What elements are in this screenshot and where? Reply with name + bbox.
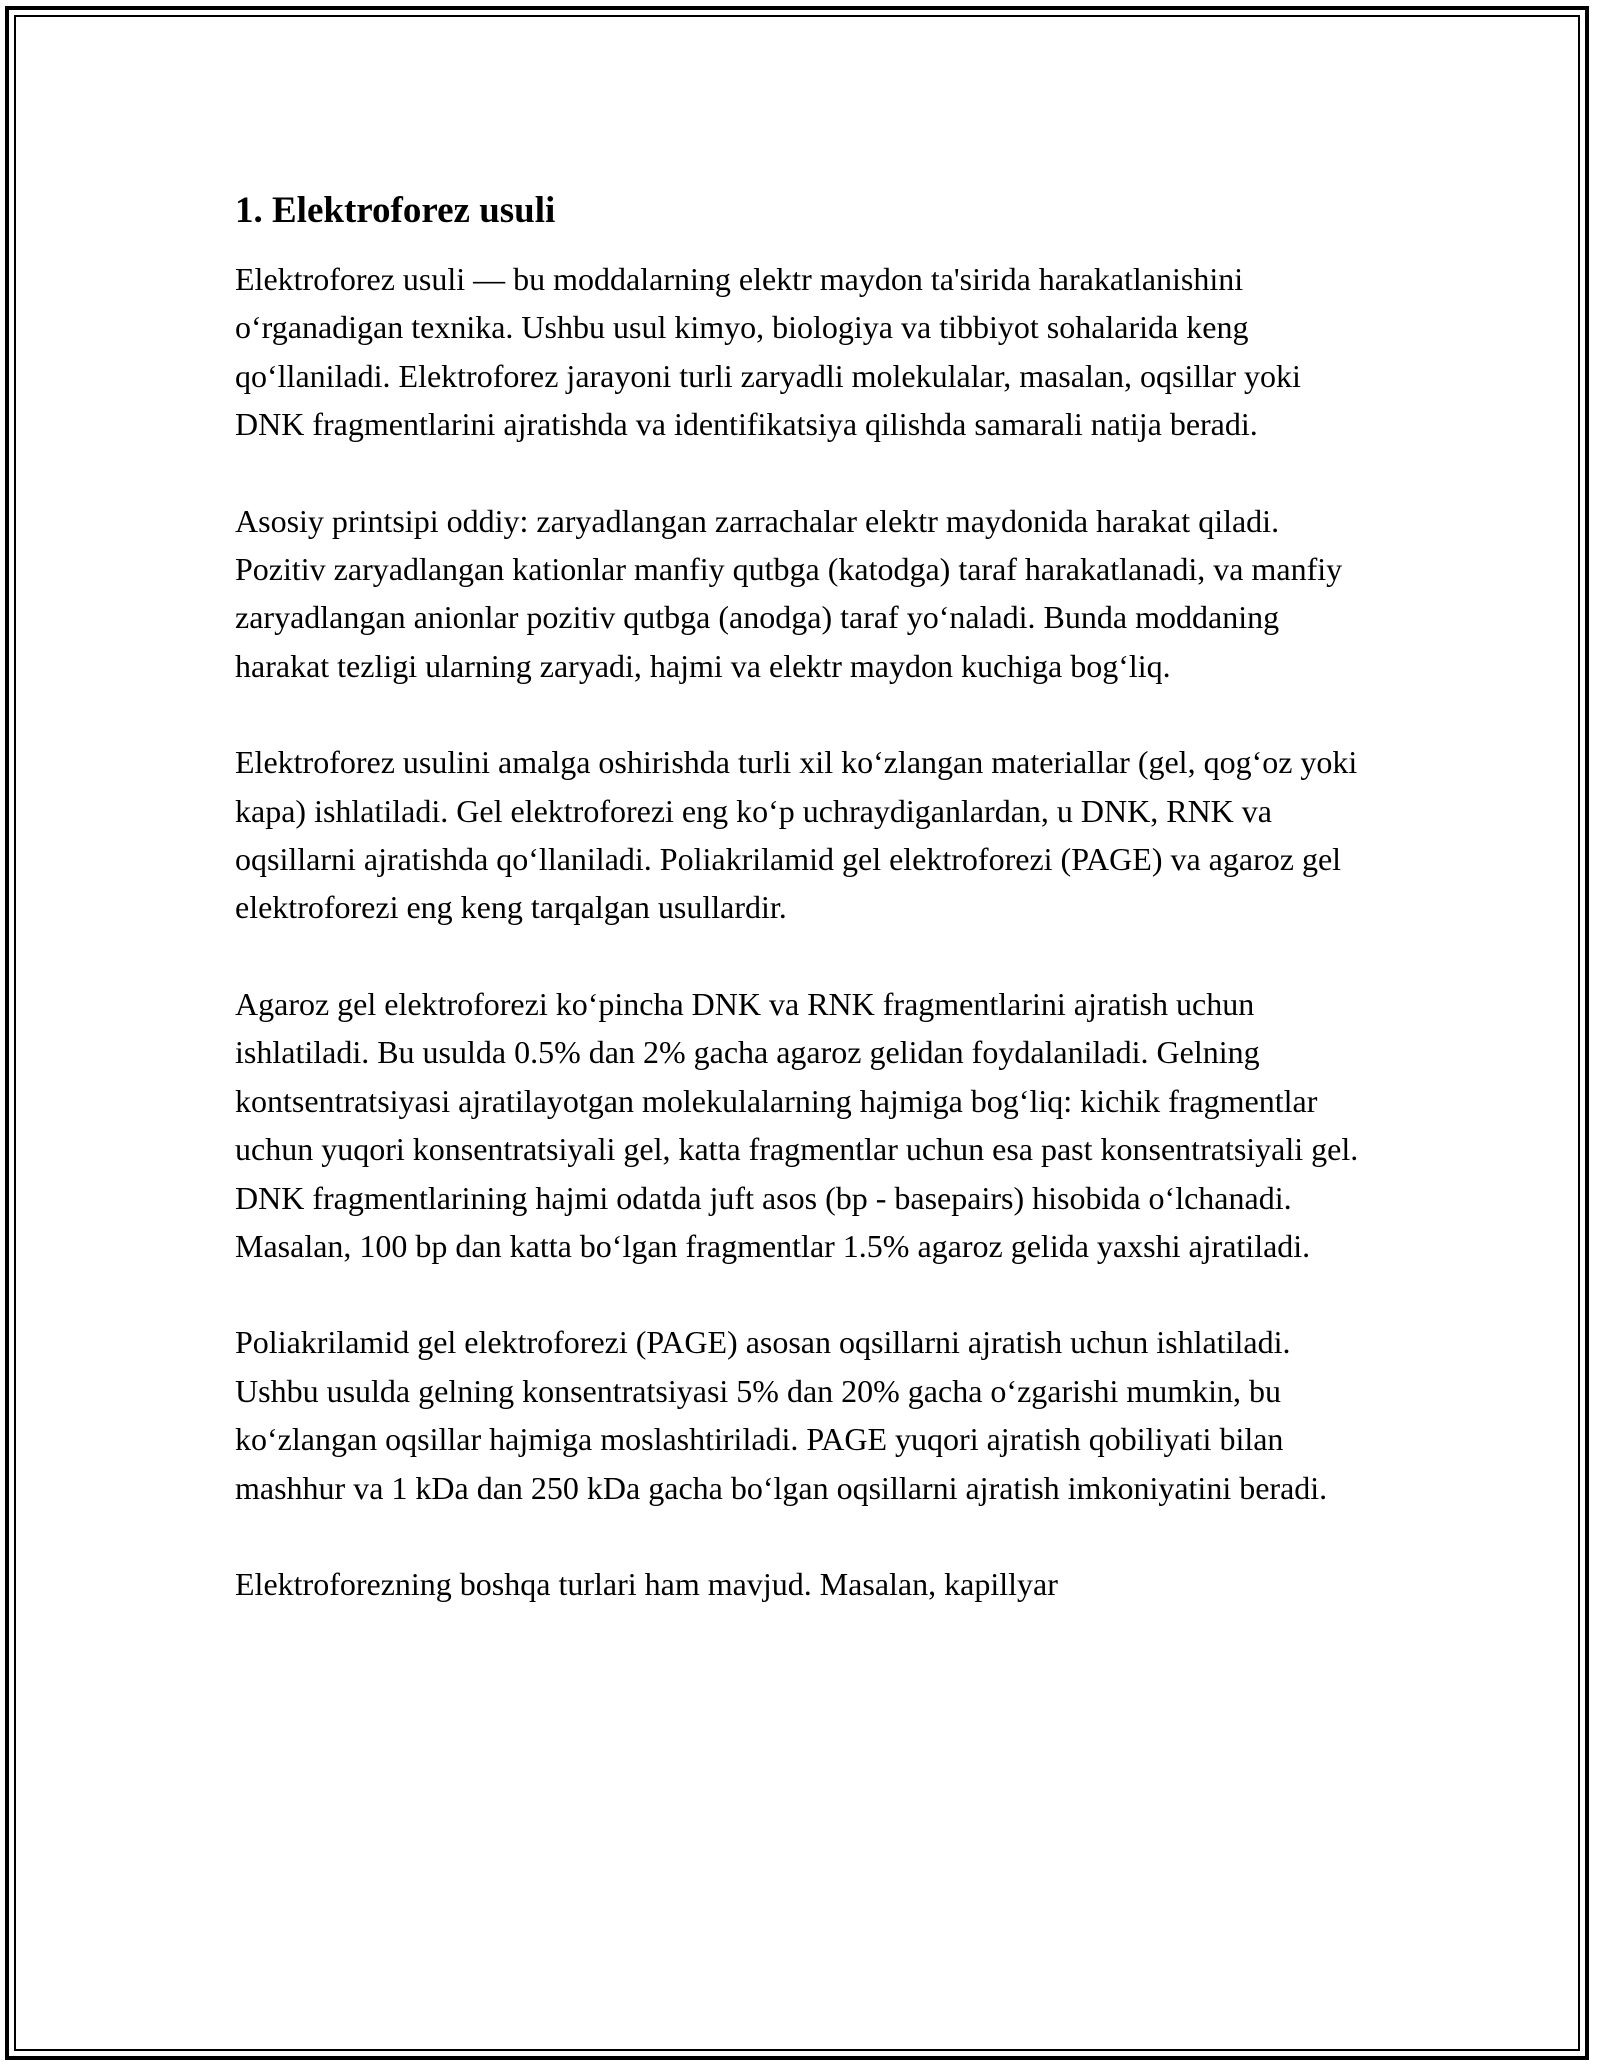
paragraph-principle: Asosiy printsipi oddiy: zaryadlangan zarrachalar elektr maydonida harakat qiladi. Pozitiv zaryadlangan kationlar manfiy qutbga (katodga) taraf harakatlanadi, va manfiy zaryadlangan anionlar pozitiv qutbga (anodga) taraf yo‘naladi. Bunda moddaning harakat tezligi ularning zaryadi, hajmi va elektr maydon kuchiga bog‘liq. [235,502,1343,684]
paragraph-agarose: Agaroz gel elektroforezi ko‘pincha DNK va RNK fragmentlarini ajratish uchun ishlatiladi. Bu usulda 0.5% dan 2% gacha agaroz gelidan foydalaniladi. Gelning kontsentratsiyasi ajratilayotgan molekulalarning hajmiga bog‘liq: kichik fragmentlar uchun yuqori konsentratsiyali gel, katta fragmentlar uchun esa past konsentratsiyali gel. DNK fragmentlarining hajmi odatda juft asos (bp - basepairs) hisobida o‘lchanadi. Masalan, 100 bp dan katta bo‘lgan fragmentlar 1.5% agaroz gelida yaxshi ajratiladi. [235,985,1359,1264]
section-heading: 1. Elektroforez usuli [235,190,556,231]
paragraph-intro: Elektroforez usuli — bu moddalarning elektr maydon ta'sirida harakatlanishini o‘rganadigan texnika. Ushbu usul kimyo, biologiya va tibbiyot sohalarida keng qo‘llaniladi. Elektroforez jarayoni turli zaryadli molekulalar, masalan, oqsillar yoki DNK fragmentlarini ajratishda va identifikatsiya qilishda samarali natija beradi. [235,261,1301,443]
paragraph-page: Poliakrilamid gel elektroforezi (PAGE) asosan oqsillarni ajratish uchun ishlatiladi. Ushbu usulda gelning konsentratsiyasi 5% dan 20% gacha o‘zgarishi mumkin, bu ko‘zlangan oqsillar hajmiga moslashtiriladi. PAGE yuqori ajratish qobiliyati bilan mashhur va 1 kDa dan 250 kDa gacha bo‘lgan oqsillarni ajratish imkoniyatini beradi. [235,1324,1328,1506]
document-body [235,187,1365,1656]
paragraph-materials: Elektroforez usulini amalga oshirishda turli xil ko‘zlangan materiallar (gel, qog‘oz yoki kapa) ishlatiladi. Gel elektroforezi eng ko‘p uchraydiganlardan, u DNK, RNK va oqsillarni ajratishda qo‘llaniladi. Poliakrilamid gel elektroforezi (PAGE) va agaroz gel elektroforezi eng keng tarqalgan usullardir. [235,744,1358,926]
paragraph-other-types: Elektroforezning boshqa turlari ham mavjud. Masalan, kapillyar [235,1565,1058,1602]
